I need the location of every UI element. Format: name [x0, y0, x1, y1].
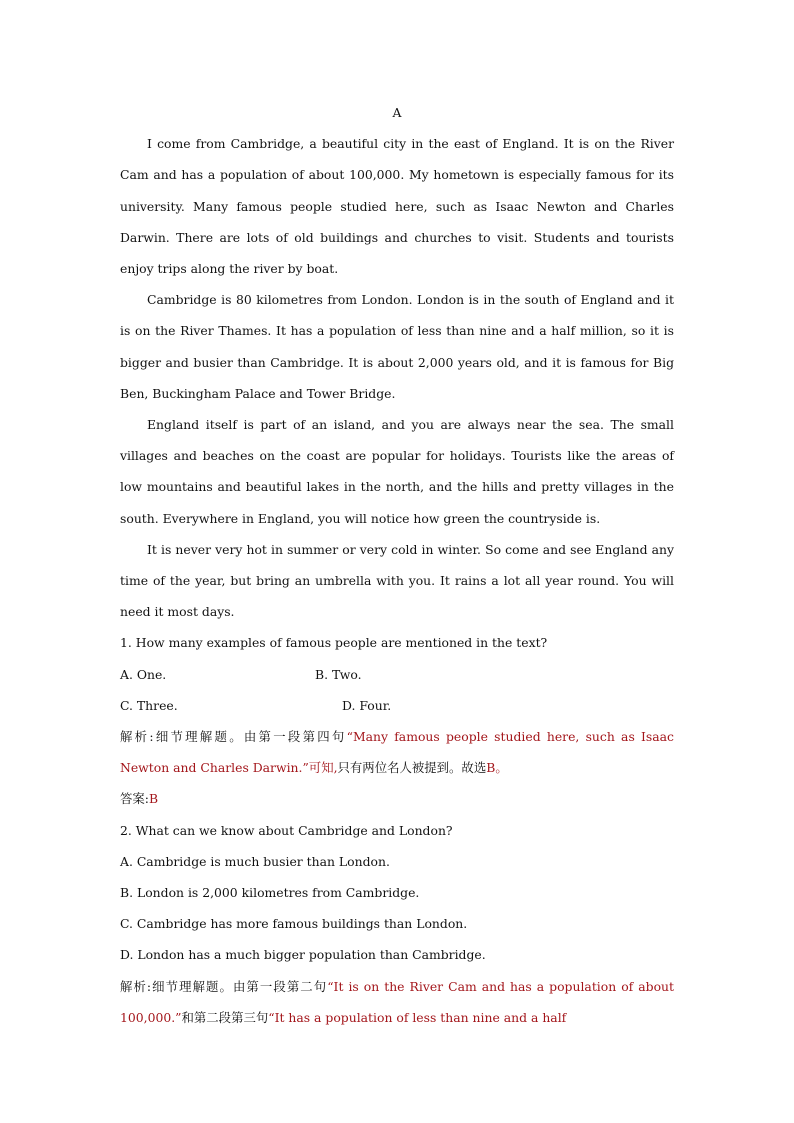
document-page — [120, 97, 674, 1033]
analysis-text: 细节理解题。由第一段第四句 — [153, 729, 347, 745]
passage-paragraph-4: It is never very hot in summer or very cold in winter. So come and see England any time of the year, but bring an umbrella with you. It rains a lot all year round. You will need it most days. — [120, 541, 674, 620]
question-1-answer — [120, 783, 674, 814]
question-2-option-c: C. Cambridge has more famous buildings than London. — [120, 916, 468, 932]
analysis-text: 细节理解题。由第一段第二句 — [151, 978, 328, 994]
analysis-text: 只有两位名人被提到。故选 — [337, 760, 487, 776]
passage-heading: A — [392, 105, 402, 120]
analysis-quote: “It is on the River Cam and has a population of about 100,000.” — [120, 978, 675, 1025]
question-1-options-row-1 — [120, 659, 674, 690]
question-2-option-b: B. London is 2,000 kilometres from Cambridge. — [120, 885, 420, 901]
analysis-label: 解析: — [120, 978, 152, 994]
question-1-analysis — [120, 721, 674, 783]
analysis-quote: “Many famous people studied here, such as Isaac Newton and Charles Darwin.”可知, — [120, 729, 674, 776]
question-2-analysis — [120, 971, 674, 1033]
question-1-option-d: D. Four. — [342, 697, 392, 713]
question-2-option-a: A. Cambridge is much busier than London. — [120, 853, 390, 869]
passage-paragraph-3: England itself is part of an island, and you are always near the sea. The small villages and beaches on the coast are popular for holidays. Tourists like the areas of low mountains and beautiful lakes in the north, and the hills and pretty villages in the south. Everywhere in England, you will notice how green the countryside is. — [120, 417, 674, 526]
question-2-stem: 2. What can we know about Cambridge and London? — [120, 822, 453, 838]
passage-paragraph-1: I come from Cambridge, a beautiful city in the east of England. It is on the River Cam and has a population of about 100,000. My hometown is especially famous for its university. Many famous people studied here, such as Isaac Newton and Charles Darwin. There are lots of old buildings and churches to visit. Students and tourists enjoy trips along the river by boat. — [120, 136, 674, 277]
question-1-option-b: B. Two. — [315, 666, 362, 682]
question-2-option-d: D. London has a much bigger population than Cambridge. — [120, 947, 486, 963]
question-1-option-a: A. One. — [120, 666, 167, 682]
analysis-text: 和第二段第三句 — [181, 1009, 269, 1025]
question-1-option-c: C. Three. — [120, 697, 178, 713]
analysis-label: 解析: — [120, 729, 154, 745]
analysis-quote: B。 — [486, 760, 508, 776]
question-1-stem: 1. How many examples of famous people are mentioned in the text? — [120, 635, 548, 651]
answer-label: 答案: — [120, 791, 149, 807]
analysis-quote: “It has a population of less than nine and a half — [268, 1009, 567, 1025]
question-1-options-row-2 — [120, 690, 674, 721]
passage-paragraph-2: Cambridge is 80 kilometres from London. London is in the south of England and it is on the River Thames. It has a population of less than nine and a half million, so it is bigger and busier than Cambridge. It is about 2,000 years old, and it is famous for Big Ben, Buckingham Palace and Tower Bridge. — [120, 292, 674, 401]
answer-value: B — [148, 791, 159, 807]
